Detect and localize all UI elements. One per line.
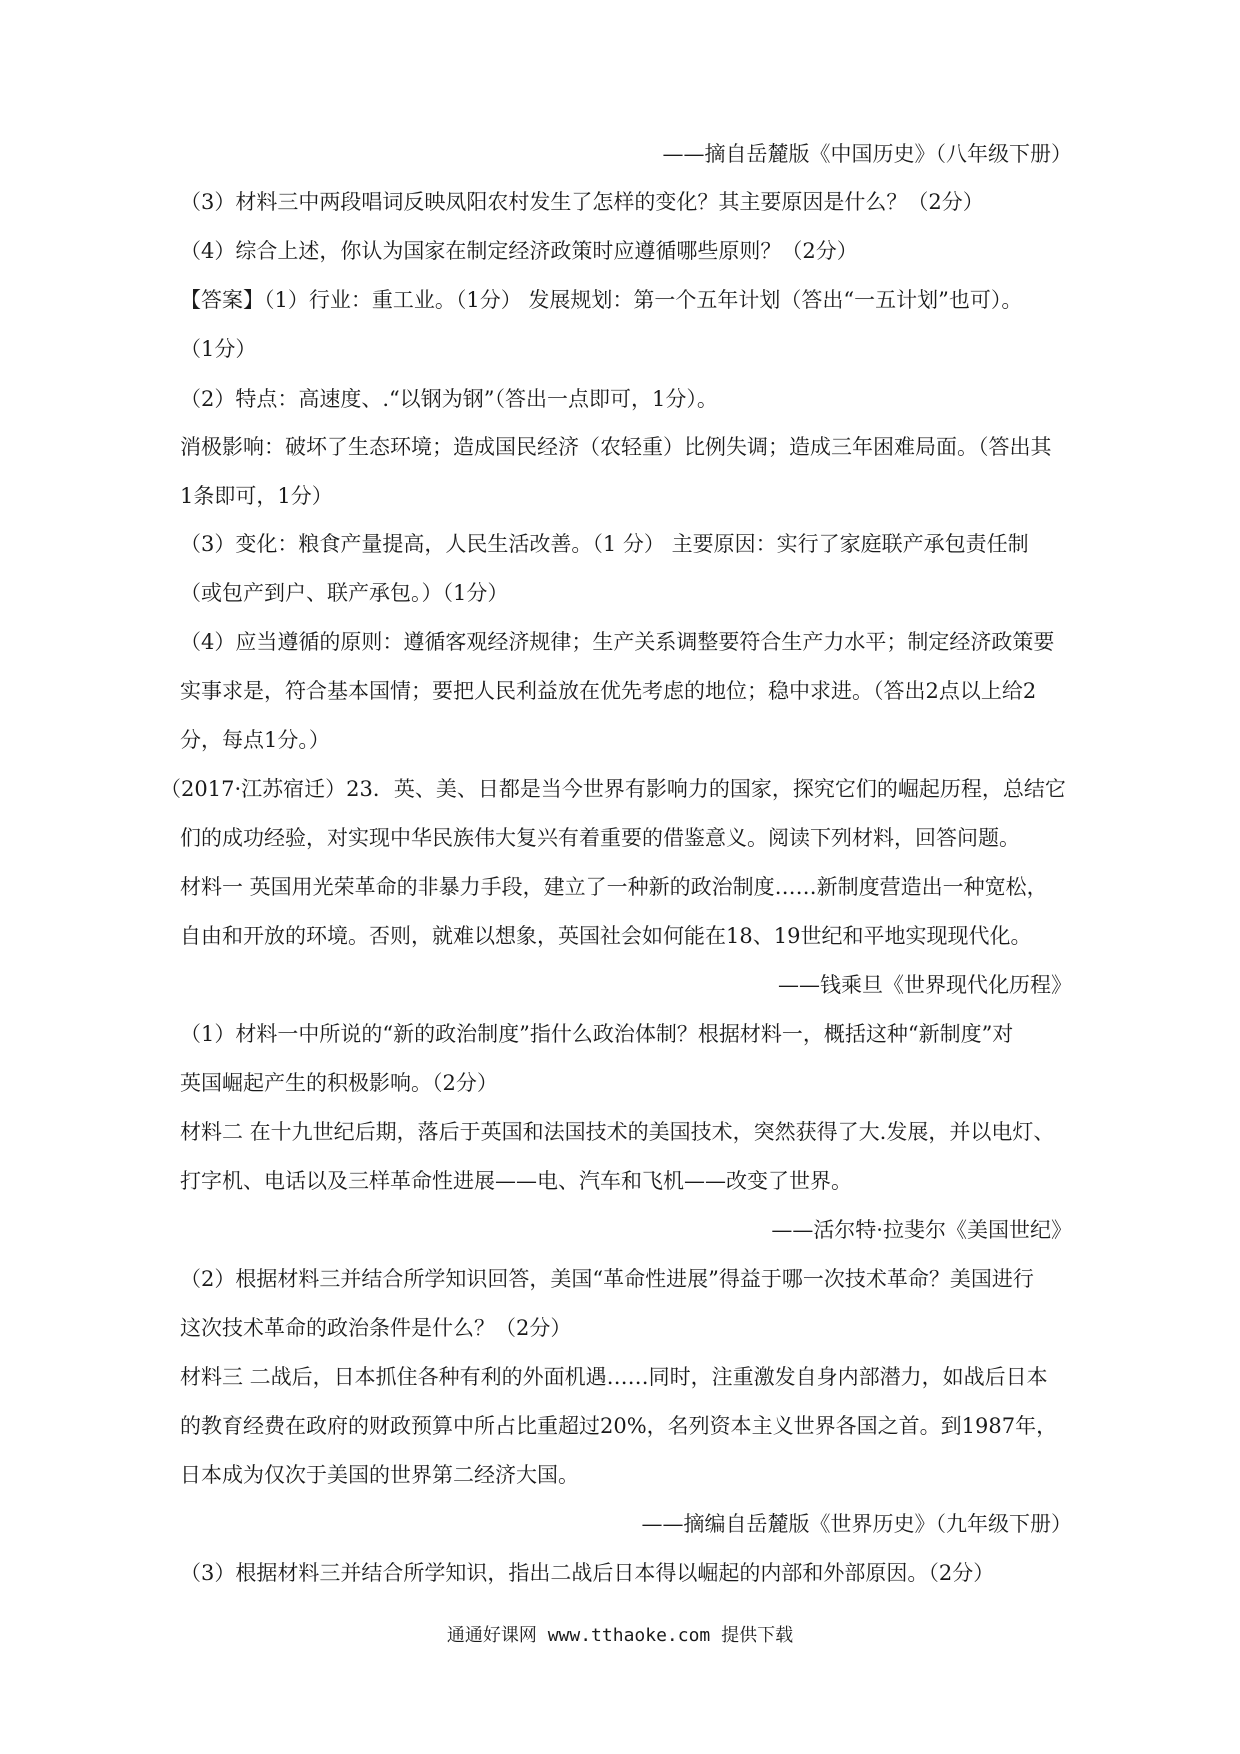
material-3: 的教育经费在政府的财政预算中所占比重超过20%，名列资本主义世界各国之首。到1987年， bbox=[180, 1414, 1058, 1438]
answer-line: （2）特点：高速度、.“以钢为钢”（答出一点即可，1分）。 bbox=[180, 387, 718, 411]
answer-line: （1分） bbox=[180, 337, 257, 361]
material-1: 自由和开放的环境。否则，就难以想象，英国社会如何能在18、19世纪和平地实现现代化。 bbox=[180, 924, 1032, 948]
material-3: 日本成为仅次于美国的世界第二经济大国。 bbox=[180, 1463, 579, 1487]
question-4: （4）综合上述，你认为国家在制定经济政策时应遵循哪些原则？（2分） bbox=[180, 239, 858, 263]
sub-question-1: 英国崛起产生的积极影响。（2分） bbox=[180, 1071, 498, 1095]
answer-line: 消极影响：破坏了生态环境；造成国民经济（农轻重）比例失调；造成三年困难局面。（答出其 bbox=[180, 435, 1052, 459]
sub-question-3: （3）根据材料三并结合所学知识，指出二战后日本得以崛起的内部和外部原因。（2分） bbox=[180, 1561, 995, 1585]
material-2: 打字机、电话以及三样革命性进展——电、汽车和飞机——改变了世界。 bbox=[180, 1169, 852, 1193]
question-3: （3）材料三中两段唱词反映凤阳农村发生了怎样的变化？其主要原因是什么？（2分） bbox=[180, 190, 984, 214]
answer-line: （或包产到户、联产承包。）（1分） bbox=[180, 581, 509, 605]
sub-question-2: 这次技术革命的政治条件是什么？（2分） bbox=[180, 1316, 572, 1340]
page-footer: 通通好课网 www.tthaoke.com 提供下载 bbox=[446, 1625, 794, 1646]
material-1: 材料一 英国用光荣革命的非暴力手段，建立了一种新的政治制度……新制度营造出一种宽松， bbox=[180, 875, 1048, 899]
answer-line: （3）变化：粮食产量提高，人民生活改善。（1 分） 主要原因：实行了家庭联产承包责任制 bbox=[180, 532, 1029, 556]
sub-question-2: （2）根据材料三并结合所学知识回答，美国“革命性进展”得益于哪一次技术革命？美国进行 bbox=[180, 1267, 1034, 1291]
answer-line: （4）应当遵循的原则：遵循客观经济规律；生产关系调整要符合生产力水平；制定经济政策要 bbox=[180, 630, 1055, 654]
answer-line: 分，每点1分。） bbox=[180, 728, 330, 752]
source-citation: ——摘自岳麓版《中国历史》（八年级下册） bbox=[662, 142, 1072, 166]
source-citation: ——摘编自岳麓版《世界历史》（九年级下册） bbox=[641, 1512, 1072, 1536]
sub-question-1: （1）材料一中所说的“新的政治制度”指什么政治体制？根据材料一，概括这种“新制度”对 bbox=[180, 1022, 1014, 1046]
question-23-intro: （2017·江苏宿迁）23．英、美、日都是当今世界有影响力的国家，探究它们的崛起历程，总结它 bbox=[160, 777, 1066, 801]
source-citation: ——活尔特·拉斐尔《美国世纪》 bbox=[771, 1218, 1072, 1242]
answer-line: 【答案】（1）行业：重工业。（1分） 发展规划：第一个五年计划（答出“一五计划”也可）。 bbox=[180, 288, 1023, 312]
source-citation: ——钱乘旦《世界现代化历程》 bbox=[778, 973, 1072, 997]
question-23-intro: 们的成功经验，对实现中华民族伟大复兴有着重要的借鉴意义。阅读下列材料，回答问题。 bbox=[180, 826, 1020, 850]
answer-line: 实事求是，符合基本国情；要把人民利益放在优先考虑的地位；稳中求进。（答出2点以上给2 bbox=[180, 679, 1037, 703]
material-3: 材料三 二战后，日本抓住各种有利的外面机遇……同时，注重激发自身内部潜力，如战后日本 bbox=[180, 1365, 1048, 1389]
material-2: 材料二 在十九世纪后期，落后于英国和法国技术的美国技术，突然获得了大.发展，并以电灯、 bbox=[180, 1120, 1055, 1144]
answer-line: 1条即可，1分） bbox=[180, 484, 333, 508]
